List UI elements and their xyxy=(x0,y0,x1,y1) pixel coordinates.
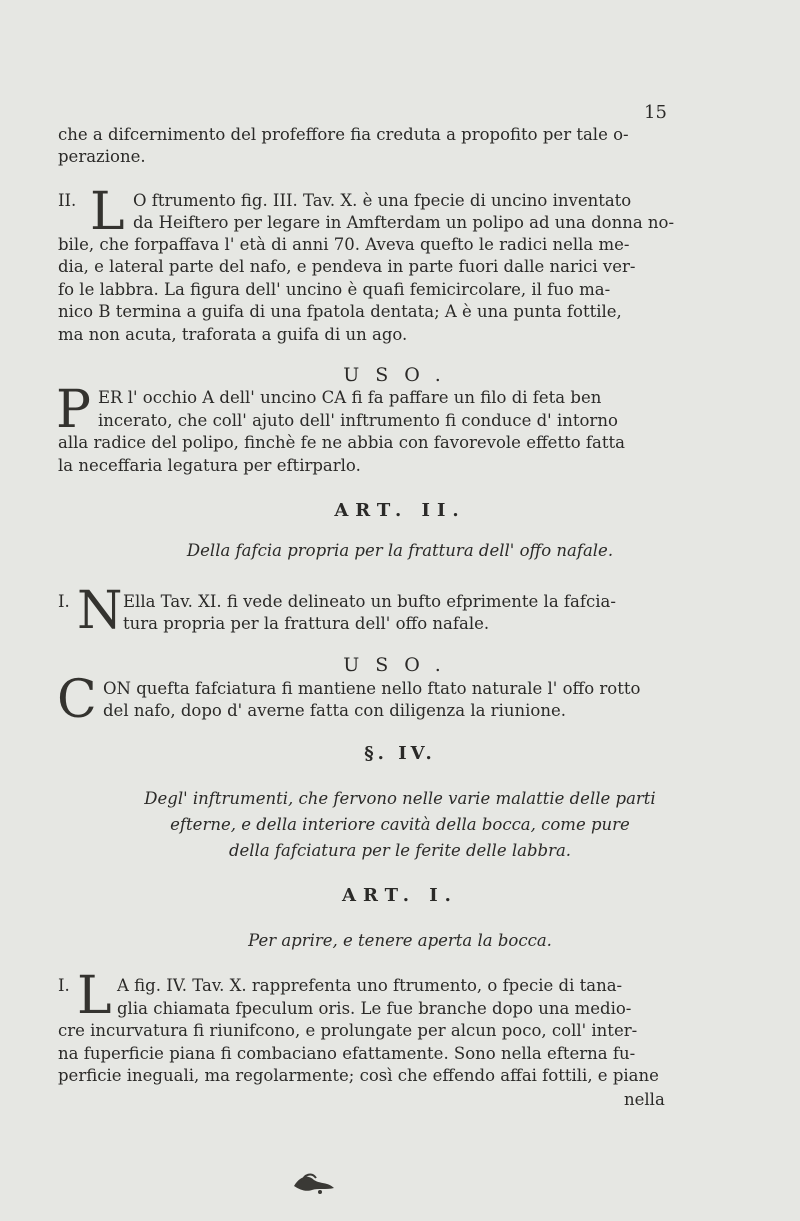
text-line: ER l' occhio A dell' uncino CA fi fa paffare un filo di feta ben xyxy=(98,388,602,407)
drop-initial: P xyxy=(56,380,91,440)
article-subtitle: Per aprire, e tenere aperta la bocca. xyxy=(248,931,552,950)
drop-initial: L xyxy=(90,182,125,242)
text-line: ON quefta fafciatura fi mantiene nello ftato naturale l' offo rotto xyxy=(103,679,641,698)
article-subtitle: Della fafcia propria per la frattura dell' offo nafale. xyxy=(186,541,614,560)
section-subtitle-line: Degl' inftrumenti, che fervono nelle varie malattie delle parti xyxy=(144,789,656,808)
text-line: ma non acuta, traforata a guifa di un ago. xyxy=(58,325,408,344)
text-line: A fig. IV. Tav. X. rapprefenta uno ftrumento, o fpecie di tana- xyxy=(117,976,623,995)
text-line: dia, e lateral parte del nafo, e pendeva in parte fuori dalle narici ver- xyxy=(58,257,636,276)
article-heading: ART. I. xyxy=(342,885,458,906)
text-line: da Heiftero per legare in Amfterdam un polipo ad una donna no- xyxy=(133,213,675,232)
printers-ornament-icon xyxy=(290,1168,338,1198)
text-line: tura propria per la frattura dell' offo nafale. xyxy=(123,614,490,633)
section-number: §. IV. xyxy=(364,743,436,764)
text-line: nico B termina a guifa di una fpatola dentata; A è una punta fottile, xyxy=(58,302,622,321)
page-number: 15 xyxy=(644,102,667,123)
drop-initial: N xyxy=(77,581,123,641)
text-line: O ftrumento fig. III. Tav. X. è una fpecie di uncino inventato xyxy=(133,191,632,210)
text-line: perficie ineguali, ma regolarmente; così che effendo affai fottili, e piane xyxy=(58,1066,659,1085)
text-line: cre incurvatura fi riunifcono, e prolungate per alcun poco, coll' inter- xyxy=(58,1021,638,1040)
intro-line-2: perazione. xyxy=(58,147,146,166)
section-heading-uso: USO. xyxy=(343,654,457,676)
drop-initial: C xyxy=(57,670,97,730)
section-subtitle-line: efterne, e della interiore cavità della bocca, come pure xyxy=(170,815,630,834)
intro-line-1: che a difcernimento del profeffore fia creduta a propofito per tale o- xyxy=(58,125,629,144)
text-line: alla radice del polipo, finchè fe ne abbia con favorevole effetto fatta xyxy=(58,433,625,452)
text-line: glia chiamata fpeculum oris. Le fue branche dopo una medio- xyxy=(117,999,632,1018)
article-heading: ART. II. xyxy=(334,500,466,521)
text-line: incerato, che coll' ajuto dell' inftrumento fi conduce d' intorno xyxy=(98,411,618,430)
text-line: del nafo, dopo d' averne fatta con diligenza la riunione. xyxy=(103,701,566,720)
text-line: fo le labbra. La figura dell' uncino è quafi femicircolare, il fuo ma- xyxy=(58,280,611,299)
text-line: bile, che forpaffava l' età di anni 70. Aveva quefto le radici nella me- xyxy=(58,235,630,254)
catchword: nella xyxy=(624,1090,665,1109)
drop-initial: L xyxy=(77,966,112,1026)
paragraph-number: II. xyxy=(58,191,77,210)
text-line: Ella Tav. XI. fi vede delineato un bufto efprimente la fafcia- xyxy=(123,592,616,611)
section-heading-uso: USO. xyxy=(343,364,457,386)
section-subtitle-line: della fafciatura per le ferite delle labbra. xyxy=(228,841,572,860)
paragraph-number: I. xyxy=(58,976,70,995)
paragraph-number: I. xyxy=(58,592,70,611)
text-line: la neceffaria legatura per eftirparlo. xyxy=(58,456,361,475)
text-line: na fuperficie piana fi combaciano efattamente. Sono nella efterna fu- xyxy=(58,1044,636,1063)
